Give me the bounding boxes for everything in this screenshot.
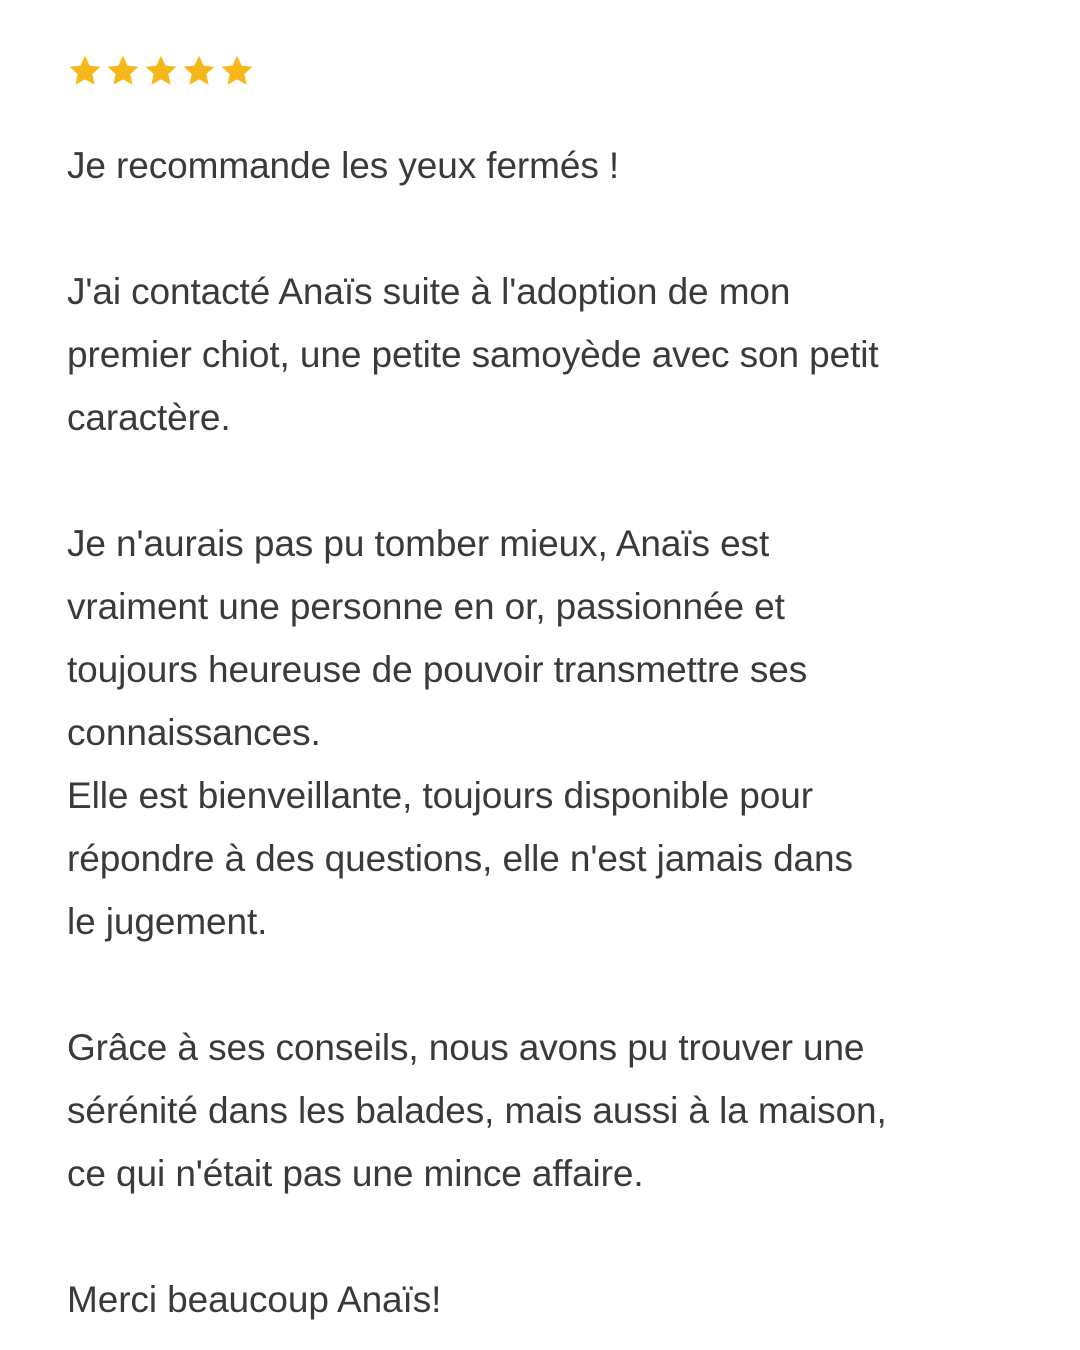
review-line: sérénité dans les balades, mais aussi à la maison, — [67, 1090, 887, 1131]
star-icon — [219, 53, 255, 89]
review-line: premier chiot, une petite samoyède avec son petit — [67, 334, 879, 375]
paragraph-spacer — [67, 449, 1027, 512]
review-title: Je recommande les yeux fermés ! — [67, 145, 620, 186]
star-icon — [105, 53, 141, 89]
star-icon — [67, 53, 103, 89]
review-closing: Merci beaucoup Anaïs! — [67, 1279, 442, 1320]
review-line: répondre à des questions, elle n'est jamais dans — [67, 838, 853, 879]
review-line: ce qui n'était pas une mince affaire. — [67, 1153, 644, 1194]
review-line: Elle est bienveillante, toujours disponible pour — [67, 775, 813, 816]
review-line: J'ai contacté Anaïs suite à l'adoption de mon — [67, 271, 791, 312]
review-line: connaissances. — [67, 712, 321, 753]
review-line: toujours heureuse de pouvoir transmettre ses — [67, 649, 808, 690]
review-line: caractère. — [67, 397, 231, 438]
review-line: le jugement. — [67, 901, 268, 942]
paragraph-spacer — [67, 1205, 1027, 1268]
review-body — [67, 134, 1027, 1331]
paragraph-spacer — [67, 197, 1027, 260]
review-card — [67, 50, 1027, 1331]
star-icon — [181, 53, 217, 89]
star-rating — [67, 50, 1027, 92]
star-icon — [143, 53, 179, 89]
review-line: vraiment une personne en or, passionnée et — [67, 586, 785, 627]
review-line: Grâce à ses conseils, nous avons pu trouver une — [67, 1027, 865, 1068]
paragraph-spacer — [67, 953, 1027, 1016]
review-line: Je n'aurais pas pu tomber mieux, Anaïs est — [67, 523, 770, 564]
